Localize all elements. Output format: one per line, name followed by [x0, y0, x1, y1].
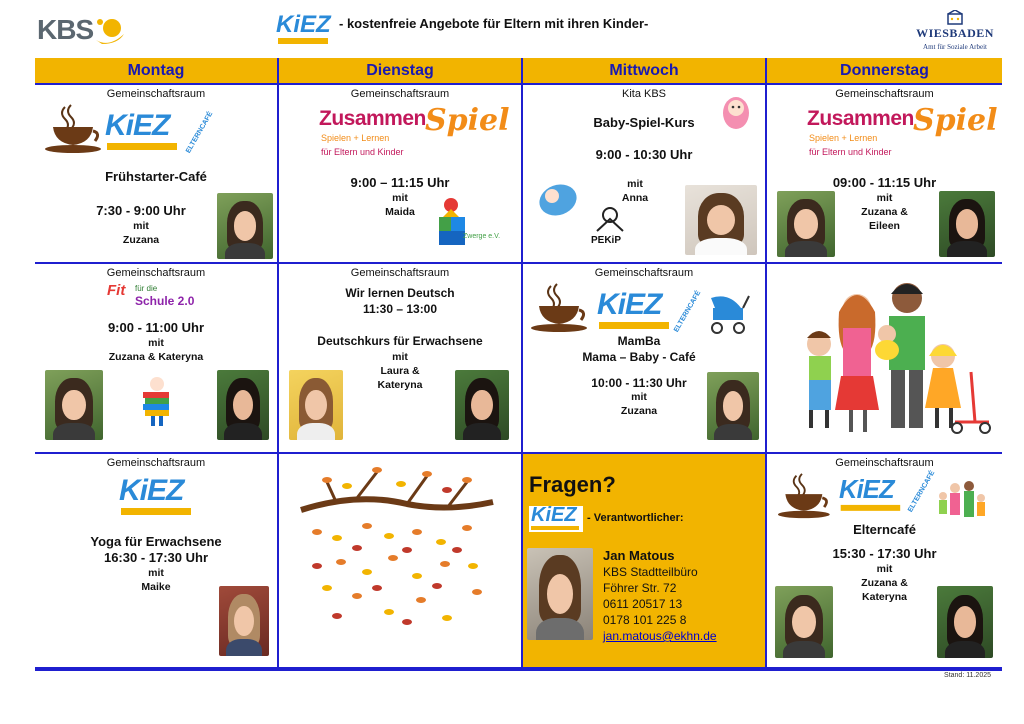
- contact-mobile: 0178 101 225 8: [603, 613, 687, 627]
- cell-tuesday-deutsch: [279, 264, 521, 452]
- event-title: Yoga für Erwachsene: [90, 534, 222, 549]
- room-label: Gemeinschaftsraum: [835, 88, 934, 100]
- host-photo: [775, 586, 833, 658]
- cell-wednesday-contact: [523, 454, 765, 667]
- cell-monday-fitschule: [35, 264, 277, 452]
- baby-doll-blue-icon: [537, 181, 579, 219]
- fit-schule-logo: Fit für die Schule 2.0: [107, 282, 195, 308]
- room-label: Gemeinschaftsraum: [106, 88, 206, 100]
- coffee-cup-icon: [41, 103, 101, 155]
- wiesbaden-logo: WIESBADEN Amt für Soziale Arbeit: [910, 10, 1000, 51]
- cell-thursday-elterncafe: [767, 454, 1002, 667]
- cell-wednesday-babyspiel: [523, 85, 765, 262]
- event-title: Baby-Spiel-Kurs: [593, 115, 695, 130]
- elterncafe-tag: ELTERNCAFÉ: [673, 289, 703, 334]
- host-name: Zuzana: [122, 234, 160, 246]
- question-heading: Fragen?: [529, 472, 616, 497]
- host-photo: [45, 370, 103, 440]
- event-time: 9:00 – 11:15 Uhr: [350, 175, 450, 190]
- host-photo: [219, 586, 269, 656]
- coffee-cup-icon: [527, 282, 587, 334]
- kiez-logo: KiEZ: [105, 109, 183, 151]
- kiez-logo: KiEZ: [529, 506, 583, 532]
- room-label: Kita KBS: [621, 88, 667, 100]
- host-name: Eileen: [869, 220, 900, 232]
- mit-label: mit: [133, 220, 149, 232]
- host-name: Maida: [385, 206, 415, 218]
- mit-label: mit: [876, 192, 893, 204]
- host-name: Zuzana: [620, 405, 658, 417]
- elterncafe-tag: ELTERNCAFÉ: [185, 110, 215, 155]
- kiez-logo: KiEZ: [597, 288, 675, 330]
- cell-monday-yoga: [35, 454, 277, 667]
- host-photo: [289, 370, 343, 440]
- stand-date: Stand: 11.2025: [944, 672, 991, 679]
- host-name: Maike: [141, 581, 171, 593]
- host-name: Kateryna: [377, 379, 423, 391]
- child-books-icon: [139, 374, 175, 426]
- event-time: 09:00 - 11:15 Uhr: [832, 175, 937, 190]
- contact-photo: [527, 548, 593, 640]
- host-name: Kateryna: [862, 591, 907, 603]
- family-small-icon: [933, 480, 991, 526]
- coffee-cup-icon: [773, 472, 831, 520]
- host-photo: [455, 370, 509, 440]
- event-time: 16:30 - 17:30 Uhr: [103, 550, 209, 565]
- stroller-icon: [703, 288, 753, 338]
- contact-name: Jan Matous: [603, 548, 675, 563]
- event-time: 11:30 – 13:00: [362, 302, 438, 316]
- room-label: Gemeinschaftsraum: [350, 267, 450, 279]
- family-illustration-icon: [775, 272, 995, 444]
- toy-blocks-icon: [437, 195, 507, 251]
- room-label: Gemeinschaftsraum: [106, 267, 206, 279]
- host-name: Zuzana & Kateryna: [108, 351, 204, 363]
- header-kiez-logo: KiEZ: [276, 14, 332, 46]
- event-title: Wir lernen Deutsch: [345, 286, 455, 300]
- host-name: Zuzana &: [861, 577, 908, 589]
- mit-label: mit: [392, 351, 408, 363]
- event-title: MamBa: [617, 334, 661, 348]
- zusammenspiel-logo: Zusammen Spiel Spielen + Lernen für Eltern und Kinder: [319, 103, 510, 157]
- event-time: 7:30 - 9:00 Uhr: [96, 203, 186, 218]
- event-title: Frühstarter-Café: [105, 169, 207, 184]
- contact-street: Föhrer Str. 72: [603, 581, 677, 595]
- cell-thursday-zusammenspiel: [767, 85, 1002, 262]
- pekip-icon: [587, 205, 633, 239]
- kiez-logo: KiEZ: [119, 474, 197, 516]
- event-time: 9:00 - 11:00 Uhr: [107, 320, 205, 335]
- mit-label: mit: [392, 192, 408, 204]
- mit-label: mit: [148, 567, 164, 579]
- event-time: 10:00 - 11:30 Uhr: [591, 376, 687, 390]
- host-name: Zuzana &: [861, 206, 908, 218]
- zusammenspiel-logo: Zusammen Spiel Spielen + Lernen für Eltern und Kinder: [807, 103, 998, 157]
- host-name: Laura &: [380, 365, 420, 377]
- contact-office: KBS Stadtteilbüro: [603, 565, 698, 579]
- mit-label: mit: [876, 563, 893, 575]
- day-header-tuesday: Dienstag: [279, 58, 521, 83]
- event-title: Deutschkurs für Erwachsene: [317, 334, 483, 348]
- event-time: 9:00 - 10:30 Uhr: [595, 147, 693, 162]
- host-photo: [707, 372, 759, 440]
- event-title: Mama – Baby - Café: [582, 350, 696, 364]
- responsible-label: - Verantwortlicher:: [587, 512, 684, 524]
- mit-label: mit: [627, 178, 643, 190]
- elterncafe-tag: ELTERNCAFÉ: [907, 469, 937, 514]
- room-label: Gemeinschaftsraum: [106, 457, 206, 469]
- day-header-monday: Montag: [35, 58, 277, 83]
- host-photo: [937, 586, 993, 658]
- room-label: Gemeinschaftsraum: [594, 267, 694, 279]
- page-title: - kostenfreie Angebote für Eltern mit ihren Kinder-: [339, 16, 649, 31]
- host-photo: [685, 185, 757, 255]
- host-photo: [777, 191, 835, 257]
- kbs-logo: KBS: [37, 14, 94, 45]
- cell-tuesday-autumn-illustration: [279, 454, 521, 667]
- schedule-grid: [35, 58, 1002, 671]
- mit-label: mit: [148, 337, 164, 349]
- contact-phone: 0611 20517 13: [603, 597, 683, 611]
- cell-tuesday-zusammenspiel: [279, 85, 521, 262]
- host-photo: [217, 193, 273, 259]
- kiez-logo: KiEZ: [839, 476, 905, 512]
- room-label: Gemeinschaftsraum: [835, 457, 934, 469]
- contact-email-link[interactable]: jan.matous@ekhn.de: [603, 629, 717, 643]
- host-name: Anna: [621, 192, 649, 204]
- zwerge-logo: Zwerge e.V.: [463, 233, 501, 240]
- event-title: Elterncafé: [853, 522, 916, 537]
- host-photo: [217, 370, 269, 440]
- cell-thursday-family-illustration: [767, 264, 1002, 452]
- autumn-branch-icon: [297, 462, 497, 632]
- day-header-thursday: Donnerstag: [767, 58, 1002, 83]
- host-photo: [939, 191, 995, 257]
- kbs-sun-icon: [92, 14, 126, 48]
- day-header-wednesday: Mittwoch: [523, 58, 765, 83]
- baby-doll-icon: [719, 95, 753, 131]
- pekip-logo: PEKiP: [591, 235, 622, 246]
- city-crest-icon: [945, 10, 965, 26]
- cell-wednesday-mamba: [523, 264, 765, 452]
- event-time: 15:30 - 17:30 Uhr: [832, 546, 937, 561]
- room-label: Gemeinschaftsraum: [350, 88, 450, 100]
- mit-label: mit: [631, 391, 647, 403]
- cell-monday-fruehstarter: [35, 85, 277, 262]
